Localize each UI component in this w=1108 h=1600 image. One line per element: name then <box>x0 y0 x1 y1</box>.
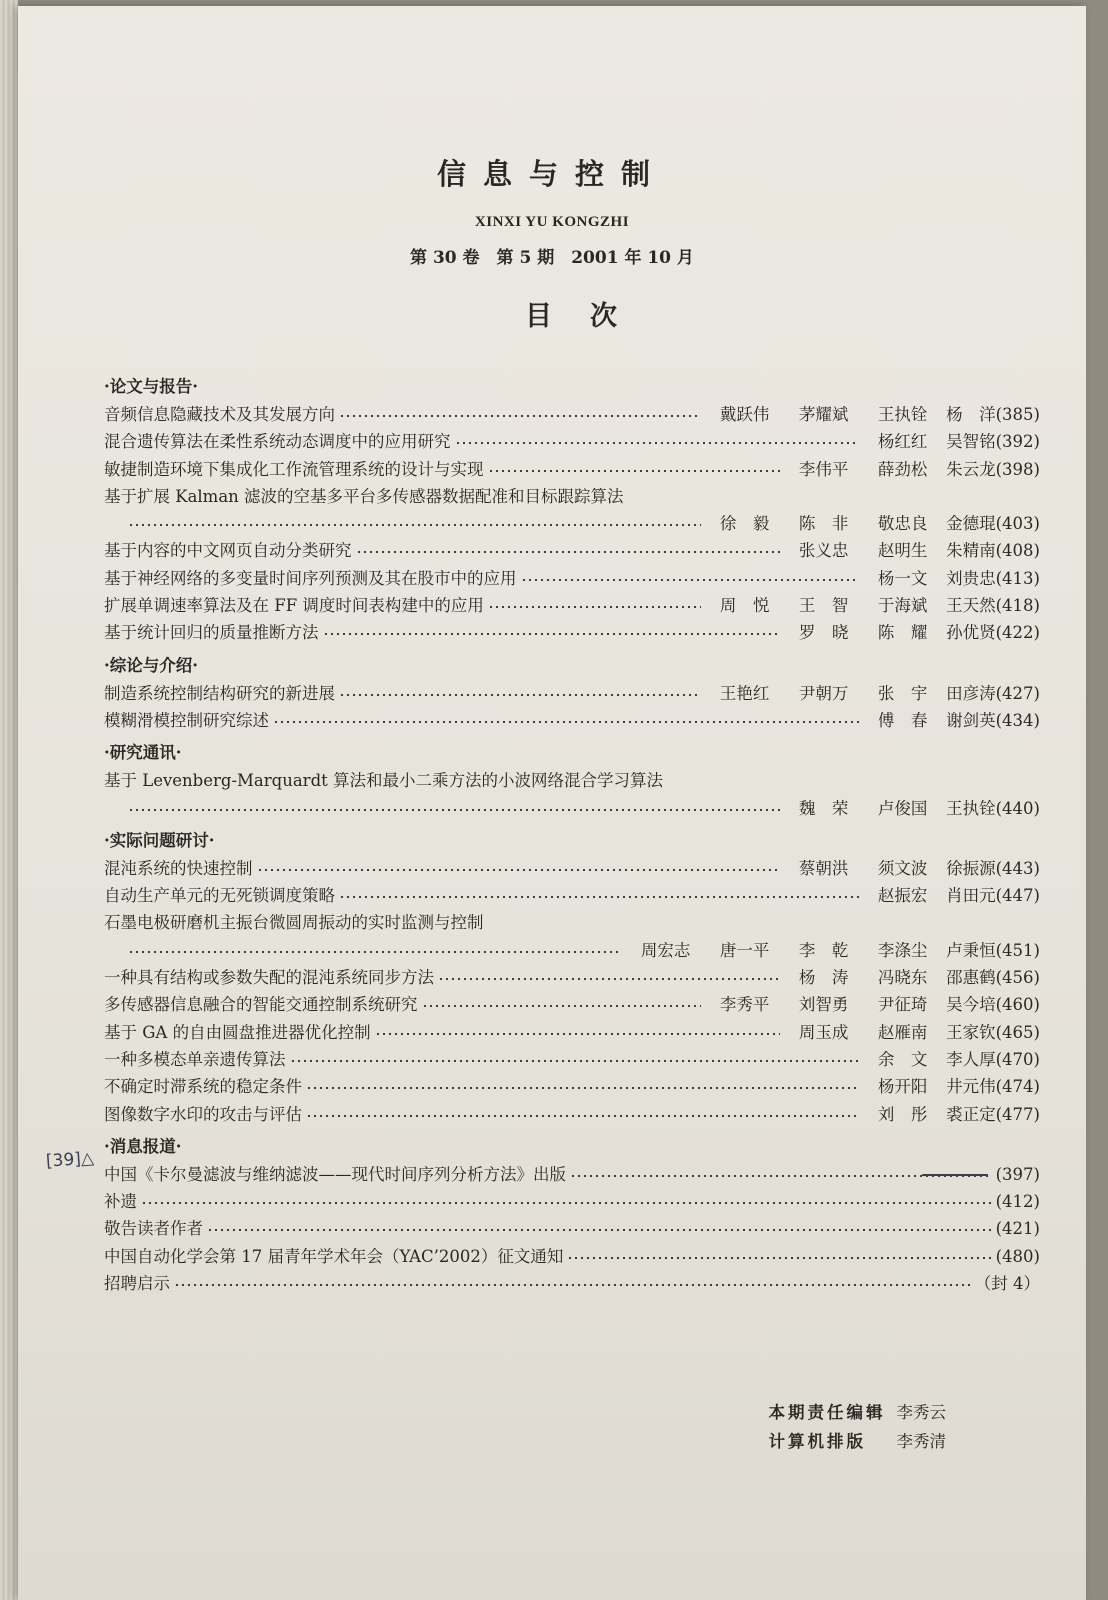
handwritten-margin-note: [39]△ <box>45 1148 95 1172</box>
toc-entry <box>104 707 1040 734</box>
leader-dots <box>128 948 622 956</box>
book-spine-edge <box>0 0 18 1600</box>
toc-entry <box>104 964 1040 991</box>
leader-dots <box>339 691 701 699</box>
toc-entry <box>104 991 1040 1018</box>
entry-page: (408) <box>995 541 1040 561</box>
author-name: 孙优贤 <box>946 623 996 643</box>
author-name: 徐 毅 <box>719 514 770 534</box>
author-name: 周玉成 <box>798 1022 849 1042</box>
author-name: 罗 晓 <box>798 623 849 643</box>
leader-dots <box>422 1002 702 1010</box>
leader-dots <box>273 718 859 726</box>
table-of-contents <box>104 368 1040 1297</box>
entry-page: (397) <box>995 1164 1040 1184</box>
author-name: 杨开阳 <box>877 1077 928 1097</box>
entry-authors <box>784 964 996 991</box>
leader-dots <box>339 893 859 901</box>
toc-entry-title: 招聘启示 <box>104 1274 170 1294</box>
toc-entry <box>104 619 1040 646</box>
author-name: 杨红红 <box>877 432 928 452</box>
author-name: 尹朝万 <box>798 683 849 703</box>
toc-section-heading: ·研究通讯· <box>104 743 182 763</box>
toc-heading: 目次 <box>525 301 655 332</box>
entry-authors <box>705 401 996 428</box>
leader-dots <box>207 1226 992 1234</box>
author-name: 李伟平 <box>798 459 849 479</box>
leader-dots <box>128 806 780 814</box>
toc-entry-title: 混沌系统的快速控制 <box>104 858 253 878</box>
toc-entry-title: 基于 GA 的自由圆盘推进器优化控制 <box>104 1022 371 1042</box>
toc-entry <box>104 680 1040 707</box>
author-name: 王执铨 <box>877 405 928 424</box>
typeset-role: 计算机排版 <box>768 1432 866 1451</box>
entry-page: (421) <box>995 1219 1040 1239</box>
author-name: 徐振源 <box>946 858 996 878</box>
author-name: 王艳红 <box>719 683 770 703</box>
journal-page <box>18 6 1086 1600</box>
author-name: 田彦涛 <box>946 683 996 703</box>
leader-dots <box>488 603 701 611</box>
entry-page: (456) <box>995 968 1040 988</box>
toc-entry-title: 敬告读者作者 <box>104 1219 203 1239</box>
author-name: 魏 荣 <box>798 798 849 818</box>
leader-dots <box>141 1199 992 1207</box>
toc-entry <box>104 937 1040 964</box>
toc-entry-title: 石墨电极研磨机主振台微圆周振动的实时监测与控制 <box>104 913 484 933</box>
entry-authors <box>863 882 996 909</box>
author-name: 裘正定 <box>946 1104 996 1124</box>
leader-dots <box>339 412 701 420</box>
entry-page: (412) <box>995 1192 1040 1212</box>
author-name: 朱精南 <box>946 541 996 561</box>
author-name: 赵明生 <box>877 541 928 561</box>
leader-dots <box>521 576 860 584</box>
toc-entry <box>104 855 1040 882</box>
leader-dots <box>257 866 781 874</box>
entry-authors <box>705 991 996 1018</box>
leader-dots <box>306 1084 859 1092</box>
author-name: 唐一平 <box>719 940 770 960</box>
leader-dots <box>438 975 780 983</box>
typeset-name: 李秀清 <box>896 1432 946 1451</box>
entry-authors <box>784 619 996 646</box>
entry-page: (385) <box>995 405 1040 424</box>
toc-entry <box>104 1215 1040 1242</box>
author-name: 冯晓东 <box>877 968 928 988</box>
entry-page: （封 4） <box>974 1274 1040 1294</box>
journal-title: 信息与控制 <box>436 157 667 191</box>
author-name: 杨 洋 <box>946 405 996 424</box>
entry-page: (460) <box>995 995 1040 1015</box>
editor-role: 本期责任编辑 <box>768 1403 886 1422</box>
author-name: 卢秉恒 <box>946 940 996 960</box>
toc-entry <box>104 795 1040 822</box>
author-name: 尹征琦 <box>877 995 928 1015</box>
author-name: 周宏志 <box>640 940 691 960</box>
entry-page: (470) <box>995 1049 1040 1069</box>
entry-page: (440) <box>995 798 1040 818</box>
entry-page: (422) <box>995 623 1040 643</box>
entry-page: (413) <box>995 568 1040 588</box>
author-name: 卢俊国 <box>877 798 928 818</box>
author-name: 王执铨 <box>946 798 996 818</box>
author-name: 傅 春 <box>877 710 928 730</box>
toc-entry-title: 基于神经网络的多变量时间序列预测及其在股市中的应用 <box>104 568 517 588</box>
entry-authors <box>705 592 996 619</box>
entry-authors <box>863 1101 996 1128</box>
leader-dots <box>488 467 781 475</box>
entry-authors <box>784 795 996 822</box>
author-name: 赵振宏 <box>877 886 928 906</box>
entry-page: (447) <box>995 886 1040 906</box>
toc-section-heading: ·消息报道· <box>104 1136 182 1156</box>
toc-section-heading: ·综论与介绍· <box>104 655 198 675</box>
author-name: 李 乾 <box>798 940 849 960</box>
entry-page: (480) <box>995 1246 1040 1266</box>
toc-entry <box>104 510 1040 537</box>
author-name: 敬忠良 <box>877 514 928 534</box>
toc-entry <box>104 1101 1040 1128</box>
author-name: 吴智铭 <box>946 432 996 452</box>
author-name: 陈 耀 <box>877 623 928 643</box>
entry-page: (451) <box>995 940 1040 960</box>
handwritten-underline <box>922 1174 988 1176</box>
toc-entry-title: 模糊滑模控制研究综述 <box>104 710 269 730</box>
author-name: 谢剑英 <box>946 710 996 730</box>
issue-info: 第 30 卷 第 5 期 2001 年 10 月 <box>410 248 694 268</box>
entry-page: (427) <box>995 683 1040 703</box>
entry-authors <box>784 537 996 564</box>
toc-entry <box>104 592 1040 619</box>
entry-page: (477) <box>995 1104 1040 1124</box>
toc-entry <box>104 882 1040 909</box>
toc-entry <box>104 1243 1040 1270</box>
toc-entry <box>104 1019 1040 1046</box>
author-name: 张 宇 <box>877 683 928 703</box>
author-name: 周 悦 <box>719 596 770 616</box>
entry-page: (392) <box>995 432 1040 452</box>
author-name: 赵雁南 <box>877 1022 928 1042</box>
entry-authors <box>863 1046 996 1073</box>
entry-authors <box>863 1073 996 1100</box>
author-name: 王 智 <box>798 596 849 616</box>
author-name: 茅耀斌 <box>798 405 849 424</box>
author-name: 刘贵忠 <box>946 568 996 588</box>
entry-authors <box>863 707 996 734</box>
toc-entry <box>104 1046 1040 1073</box>
toc-entry-title: 中国《卡尔曼滤波与维纳滤波——现代时间序列分析方法》出版 <box>104 1164 566 1184</box>
author-name: 王家钦 <box>946 1022 996 1042</box>
toc-entry-title: 不确定时滞系统的稳定条件 <box>104 1077 302 1097</box>
toc-entry-title: 敏捷制造环境下集成化工作流管理系统的设计与实现 <box>104 459 484 479</box>
toc-section-heading: ·实际问题研讨· <box>104 830 215 850</box>
toc-entry-title: 基于内容的中文网页自动分类研究 <box>104 541 352 561</box>
editor-name: 李秀云 <box>896 1403 946 1422</box>
toc-entry-title: 音频信息隐藏技术及其发展方向 <box>104 405 335 424</box>
author-name: 刘 彤 <box>877 1104 928 1124</box>
toc-entry-title: 基于统计回归的质量推断方法 <box>104 623 319 643</box>
leader-dots <box>306 1112 859 1120</box>
author-name: 薛劲松 <box>877 459 928 479</box>
author-name: 李人厚 <box>946 1049 996 1069</box>
toc-entry-title: 扩展单调速率算法及在 FF 调度时间表构建中的应用 <box>104 596 484 616</box>
author-name: 井元伟 <box>946 1077 996 1097</box>
entry-page: (474) <box>995 1077 1040 1097</box>
toc-entry <box>104 1270 1040 1297</box>
leader-dots <box>375 1030 781 1038</box>
author-name: 李秀平 <box>719 995 770 1015</box>
author-name: 余 文 <box>877 1049 928 1069</box>
toc-entry <box>104 401 1040 428</box>
entry-page: (398) <box>995 459 1040 479</box>
author-name: 张义忠 <box>798 541 849 561</box>
entry-page: (418) <box>995 596 1040 616</box>
toc-entry <box>104 565 1040 592</box>
toc-entry-title: 中国自动化学会第 17 届青年学术年会（YAC’2002）征文通知 <box>104 1246 564 1266</box>
toc-entry <box>104 456 1040 483</box>
entry-authors <box>626 937 996 964</box>
entry-page: (443) <box>995 858 1040 878</box>
toc-entry-title: 基于 Levenberg-Marquardt 算法和最小二乘方法的小波网络混合学习算法 <box>104 771 664 791</box>
author-name: 王天然 <box>946 596 996 616</box>
toc-entry-title: 多传感器信息融合的智能交通控制系统研究 <box>104 995 418 1015</box>
author-name: 蔡朝洪 <box>798 858 849 878</box>
author-name: 戴跃伟 <box>719 405 770 424</box>
toc-entry <box>104 1161 1040 1188</box>
toc-entry-title: 图像数字水印的攻击与评估 <box>104 1104 302 1124</box>
toc-entry-title: 制造系统控制结构研究的新进展 <box>104 683 335 703</box>
leader-dots <box>323 630 781 638</box>
entry-authors <box>784 855 996 882</box>
author-name: 杨 涛 <box>798 968 849 988</box>
leader-dots <box>174 1281 971 1289</box>
author-name: 李涤尘 <box>877 940 928 960</box>
entry-page: (465) <box>995 1022 1040 1042</box>
toc-entry-title: 基于扩展 Kalman 滤波的空基多平台多传感器数据配准和目标跟踪算法 <box>104 486 624 506</box>
toc-entry <box>104 1188 1040 1215</box>
journal-pinyin: XINXI YU KONGZHI <box>474 214 630 230</box>
toc-entry-title: 一种具有结构或参数失配的混沌系统同步方法 <box>104 968 434 988</box>
toc-entry <box>104 428 1040 455</box>
leader-dots <box>290 1057 860 1065</box>
author-name: 肖田元 <box>946 886 996 906</box>
editorial-credits <box>769 1398 947 1456</box>
leader-dots <box>567 1254 991 1262</box>
leader-dots <box>356 548 781 556</box>
author-name: 吴今培 <box>946 995 996 1015</box>
entry-authors <box>863 565 996 592</box>
toc-entry-title: 一种多模态单亲遗传算法 <box>104 1049 286 1069</box>
entry-page: (434) <box>995 710 1040 730</box>
entry-authors <box>705 680 996 707</box>
toc-entry <box>104 537 1040 564</box>
author-name: 杨一文 <box>877 568 928 588</box>
entry-authors <box>784 456 996 483</box>
author-name: 金德琨 <box>946 514 996 534</box>
entry-authors <box>863 428 996 455</box>
entry-authors <box>705 510 996 537</box>
author-name: 陈 非 <box>798 514 849 534</box>
toc-entry-title: 混合遗传算法在柔性系统动态调度中的应用研究 <box>104 432 451 452</box>
leader-dots <box>455 439 860 447</box>
toc-entry-title: 自动生产单元的无死锁调度策略 <box>104 886 335 906</box>
author-name: 邵惠鹤 <box>946 968 996 988</box>
toc-section-heading: ·论文与报告· <box>104 377 198 396</box>
entry-authors <box>784 1019 996 1046</box>
toc-entry <box>104 1073 1040 1100</box>
author-name: 朱云龙 <box>946 459 996 479</box>
author-name: 刘智勇 <box>798 995 849 1015</box>
leader-dots <box>128 521 701 529</box>
author-name: 须文波 <box>877 858 928 878</box>
toc-entry-title: 补遗 <box>104 1192 137 1212</box>
author-name: 于海斌 <box>877 596 928 616</box>
entry-page: (403) <box>995 514 1040 534</box>
